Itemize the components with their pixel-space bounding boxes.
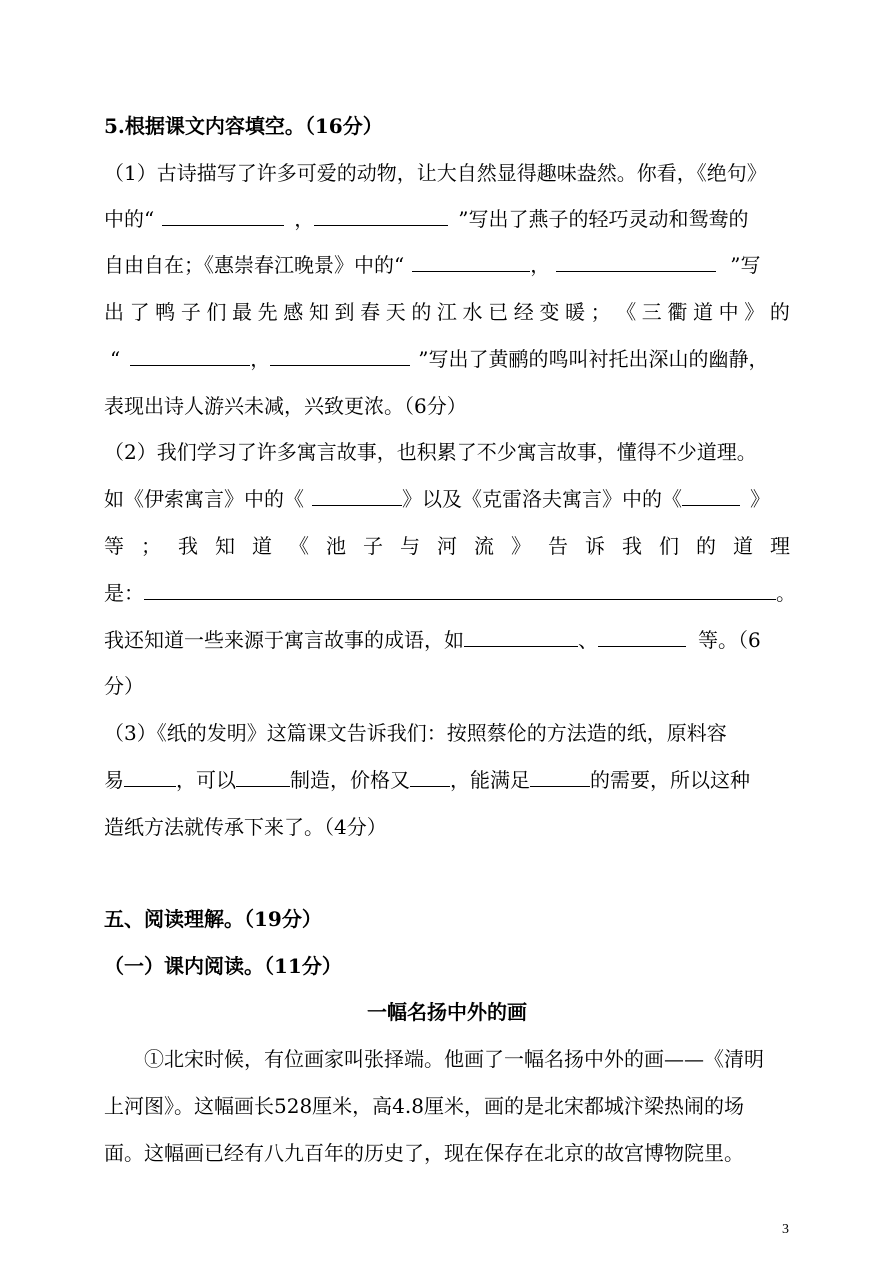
q5-2-line-6: 分） bbox=[104, 674, 144, 698]
char: 等 bbox=[104, 534, 124, 558]
text: 如《伊索寓言》中的《 bbox=[104, 487, 304, 511]
text: 、 bbox=[578, 628, 598, 652]
char: 春 bbox=[360, 300, 381, 324]
q5-1-line-3 bbox=[104, 250, 790, 280]
text: ”写出了黄鹂的鸣叫衬托出深山的幽静， bbox=[418, 347, 769, 371]
char: 》 bbox=[511, 534, 531, 558]
fill-blank[interactable] bbox=[556, 253, 716, 272]
q5-1-line-2 bbox=[104, 204, 790, 234]
passage-line-3: 面。这幅画已经有八九百年的历史了，现在保存在北京的故宫博物院里。 bbox=[104, 1141, 744, 1165]
char: 知 bbox=[308, 300, 329, 324]
text: 制造，价格又 bbox=[290, 768, 410, 792]
char: 出 bbox=[104, 300, 124, 324]
text: ①北宋时候，有位画家叫张择端。他画了一幅名扬中外的画——《清明 bbox=[144, 1047, 764, 1071]
char: ； bbox=[141, 534, 161, 558]
char: 道 bbox=[733, 534, 753, 558]
text: 等。（6 bbox=[698, 628, 761, 652]
passage-title: 一幅名扬中外的画 bbox=[367, 1000, 527, 1024]
question-5-heading: 5.根据课文内容填空。（16分） bbox=[104, 114, 383, 138]
fill-blank[interactable] bbox=[412, 253, 530, 272]
fill-blank[interactable] bbox=[530, 768, 590, 787]
char: 了 bbox=[129, 300, 150, 324]
text: 是： bbox=[104, 581, 144, 605]
char: 们 bbox=[659, 534, 679, 558]
passage-line-1 bbox=[104, 1044, 790, 1074]
fill-blank[interactable] bbox=[162, 207, 284, 226]
char: 《 bbox=[289, 534, 309, 558]
q5-3-line-2 bbox=[104, 765, 790, 795]
text: 》以及《克雷洛夫寓言》中的《 bbox=[402, 487, 682, 511]
char: 池 bbox=[326, 534, 346, 558]
fill-blank[interactable] bbox=[312, 487, 402, 506]
q5-2-line-3 bbox=[104, 531, 790, 561]
char: 道 bbox=[693, 300, 714, 324]
char: 道 bbox=[252, 534, 272, 558]
char: 先 bbox=[257, 300, 278, 324]
char: 变 bbox=[539, 300, 560, 324]
char: 鸭 bbox=[155, 300, 176, 324]
fill-blank[interactable] bbox=[598, 628, 686, 647]
text: ”写出了燕子的轻巧灵动和鸳鸯的 bbox=[458, 207, 749, 231]
char: 的 bbox=[769, 300, 790, 324]
char: 子 bbox=[180, 300, 201, 324]
text: 》 bbox=[750, 487, 770, 511]
char: 》 bbox=[744, 300, 765, 324]
subsection-heading: （一）课内阅读。（11分） bbox=[104, 954, 342, 978]
char: 诉 bbox=[585, 534, 605, 558]
char: 暖 bbox=[564, 300, 585, 324]
q5-2-line-4 bbox=[104, 578, 796, 608]
text: ，能满足 bbox=[450, 768, 530, 792]
char: 的 bbox=[696, 534, 716, 558]
q5-1-line-1: （1）古诗描写了许多可爱的动物，让大自然显得趣味盎然。你看，《绝句》 bbox=[104, 161, 767, 185]
fill-blank[interactable] bbox=[464, 628, 578, 647]
char: 我 bbox=[622, 534, 642, 558]
page-number: 3 bbox=[782, 1222, 789, 1237]
char: 天 bbox=[385, 300, 406, 324]
char: 河 bbox=[437, 534, 457, 558]
char: 的 bbox=[411, 300, 432, 324]
q5-1-line-6: 表现出诗人游兴未减，兴致更浓。（6分） bbox=[104, 394, 467, 418]
char: 子 bbox=[363, 534, 383, 558]
text: 易 bbox=[104, 768, 124, 792]
q5-3-line-3: 造纸方法就传承下来了。（4分） bbox=[104, 815, 387, 839]
char: 中 bbox=[718, 300, 739, 324]
fill-blank[interactable] bbox=[682, 487, 740, 506]
char: 我 bbox=[178, 534, 198, 558]
q5-2-line-5 bbox=[104, 625, 790, 655]
text: 我还知道一些来源于寓言故事的成语，如 bbox=[104, 628, 464, 652]
char: 《 bbox=[616, 300, 637, 324]
char: 告 bbox=[548, 534, 568, 558]
char: 水 bbox=[462, 300, 483, 324]
answer-line[interactable] bbox=[144, 581, 776, 600]
char: 已 bbox=[488, 300, 509, 324]
char: 江 bbox=[436, 300, 457, 324]
text: ， bbox=[250, 347, 271, 371]
text: ， bbox=[294, 207, 315, 231]
text: ”写 bbox=[730, 253, 761, 277]
fill-blank[interactable] bbox=[314, 207, 448, 226]
q5-2-line-2 bbox=[104, 484, 790, 514]
q5-1-line-5 bbox=[104, 344, 790, 374]
char: 经 bbox=[513, 300, 534, 324]
fill-blank[interactable] bbox=[130, 347, 250, 366]
q5-3-line-1: （3）《纸的发明》这篇课文告诉我们：按照蔡伦的方法造的纸，原料容 bbox=[104, 721, 727, 745]
fill-blank[interactable] bbox=[236, 768, 290, 787]
char: 们 bbox=[206, 300, 227, 324]
char: 理 bbox=[770, 534, 790, 558]
char: 知 bbox=[215, 534, 235, 558]
text: 。 bbox=[776, 581, 796, 605]
char: 到 bbox=[334, 300, 355, 324]
passage-line-2: 上河图》。这幅画长528厘米，高4.8厘米，画的是北宋都城汴梁热闹的场 bbox=[104, 1094, 744, 1118]
section-5-heading: 五、阅读理解。（19分） bbox=[104, 907, 322, 931]
text: ，可以 bbox=[176, 768, 236, 792]
char: 流 bbox=[474, 534, 494, 558]
q5-2-line-1: （2）我们学习了许多寓言故事，也积累了不少寓言故事，懂得不少道理。 bbox=[104, 440, 757, 464]
char: ； bbox=[590, 300, 611, 324]
text: 自由自在；《惠崇春江晚景》中的“ bbox=[104, 253, 405, 277]
text: “ bbox=[110, 347, 121, 371]
char: 感 bbox=[283, 300, 304, 324]
fill-blank[interactable] bbox=[410, 768, 450, 787]
text: 中的“ bbox=[104, 207, 155, 231]
char: 衢 bbox=[667, 300, 688, 324]
fill-blank[interactable] bbox=[124, 768, 176, 787]
fill-blank[interactable] bbox=[270, 347, 410, 366]
char: 最 bbox=[232, 300, 253, 324]
char: 与 bbox=[400, 534, 420, 558]
char: 三 bbox=[641, 300, 662, 324]
text: 的需要，所以这种 bbox=[590, 768, 750, 792]
q5-1-line-4 bbox=[104, 297, 790, 327]
text: ， bbox=[530, 253, 551, 277]
